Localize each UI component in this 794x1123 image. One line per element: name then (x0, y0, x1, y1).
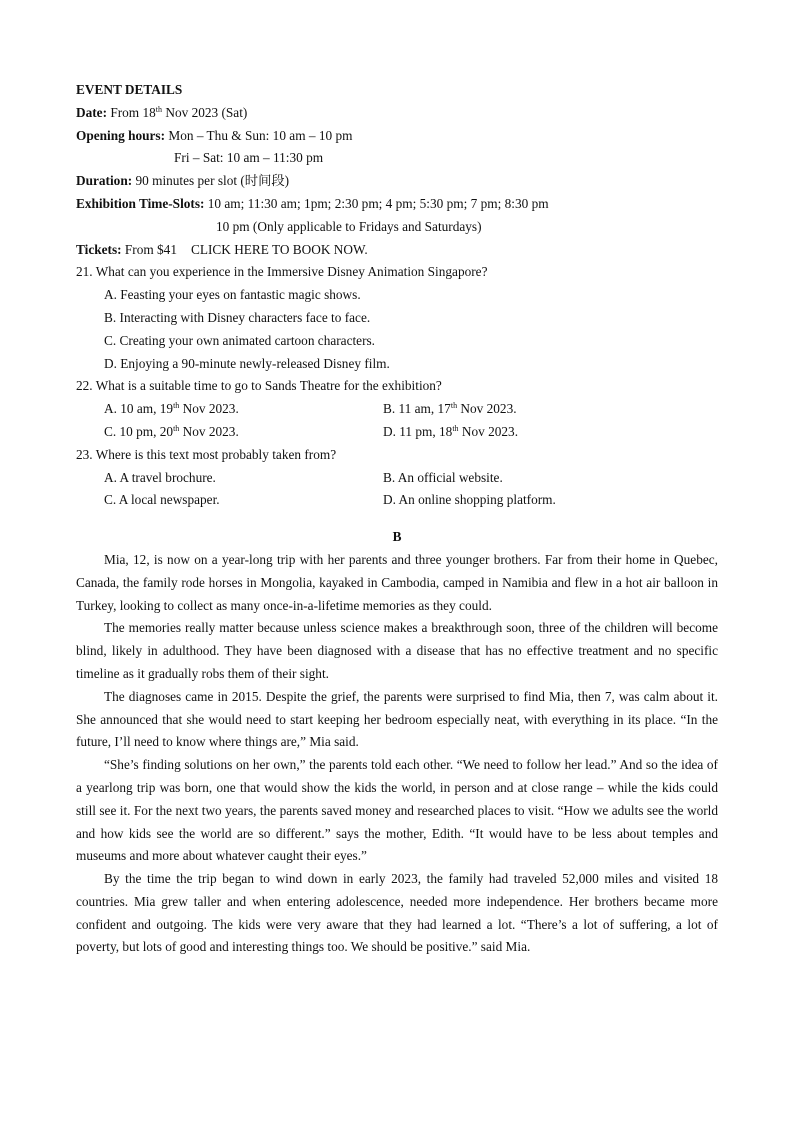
opening-hours-weekend: Fri – Sat: 10 am – 11:30 pm (174, 150, 324, 166)
date-value-sup: th (155, 104, 163, 114)
q22-c-pre: C. 10 pm, 20 (104, 423, 174, 439)
section-b-heading: B (392, 529, 402, 545)
q23-option-a: A. A travel brochure. (104, 469, 216, 485)
passage-paragraph-3: The diagnoses came in 2015. Despite the grief, the parents were surprised to find Mia, then 7, was calm about it. She announced that she would need to start keeping her bedroom especially neat, with everything in its place. “In the future, I’ll need to know where things are,” Mia said. (76, 688, 718, 750)
q22-d-pre: D. 11 pm, 18 (383, 423, 453, 439)
document-page (76, 79, 718, 959)
q23-options-row-1 (76, 467, 718, 490)
q22-d-post: Nov 2023. (458, 423, 519, 439)
q22-b-pre: B. 11 am, 17 (383, 401, 451, 417)
q21-option-c: C. Creating your own animated cartoon characters. (104, 332, 376, 348)
time-slots-extra: 10 pm (Only applicable to Fridays and Saturdays) (216, 218, 482, 234)
q23-option-d: D. An online shopping platform. (383, 492, 556, 508)
date-label: Date: (76, 104, 108, 120)
event-details-heading: EVENT DETAILS (76, 82, 183, 97)
q23-options-row-2 (76, 489, 718, 512)
duration-label: Duration: (76, 173, 133, 189)
event-date-line (76, 102, 718, 125)
date-value-pre: From 18 (107, 104, 156, 120)
duration-value: 90 minutes per slot (时间段) (132, 173, 290, 189)
time-slots-label: Exhibition Time-Slots: (76, 195, 205, 211)
question-23: 23. Where is this text most probably taken from? (76, 446, 337, 462)
passage-paragraph-5: By the time the trip began to wind down in early 2023, the family had traveled 52,000 miles and visited 18 countries. Mia grew taller and when entering adolescence, needed more independence. Her brothers became more confident and outgoing. The kids were very aware that they had learned a lot. “There’s a lot of suffering, a lot of poverty, but lots of good and interesting things too. We should be positive.” said Mia. (76, 871, 718, 955)
duration-line (76, 170, 718, 193)
q22-options-row-1 (76, 398, 718, 421)
q22-a-sup: th (173, 401, 180, 411)
q22-d-sup: th (452, 423, 459, 433)
date-value-post: Nov 2023 (Sat) (162, 104, 248, 120)
q22-a-post: Nov 2023. (179, 401, 239, 417)
time-slots-line (76, 193, 718, 216)
time-slots-value: 10 am; 11:30 am; 1pm; 2:30 pm; 4 pm; 5:30 pm; 7 pm; 8:30 pm (204, 195, 549, 211)
question-21: 21. What can you experience in the Immersive Disney Animation Singapore? (76, 264, 488, 280)
opening-hours-weekday: Mon – Thu & Sun: 10 am – 10 pm (165, 127, 353, 143)
question-22: 22. What is a suitable time to go to Sands Theatre for the exhibition? (76, 378, 442, 394)
passage-paragraph-4: “She’s finding solutions on her own,” the parents told each other. “We need to follow her lead.” And so the idea of a yearlong trip was born, one that would show the kids the world, in person and at close range – while the kids could still see it. For the next two years, the parents saved money and researched places to visit. “How we adults see the world and how kids see the world are so different.” says the mother, Edith. “It would have to be less about temples and museums and more about whatever caught their eyes.” (76, 757, 718, 864)
tickets-line (76, 239, 718, 262)
passage-paragraph-2: The memories really matter because unless science makes a breakthrough soon, three of the children will become blind, likely in adulthood. They have been diagnosed with a disease that has no effective treatment and no specific timeline as it gradually robs them of their sight. (76, 620, 718, 681)
q22-option-c (104, 421, 239, 444)
q22-option-b (383, 398, 517, 421)
q22-b-post: Nov 2023. (457, 401, 517, 417)
q22-a-pre: A. 10 am, 19 (104, 401, 174, 417)
q22-option-d (383, 421, 518, 444)
q22-option-a (104, 398, 239, 421)
opening-hours-line (76, 125, 718, 148)
q22-c-post: Nov 2023. (179, 423, 239, 439)
book-now-link[interactable]: CLICK HERE TO BOOK NOW. (190, 241, 368, 257)
tickets-label: Tickets: (76, 241, 122, 257)
opening-hours-label: Opening hours: (76, 127, 166, 143)
q22-options-row-2 (76, 421, 718, 444)
q23-option-b: B. An official website. (383, 469, 503, 485)
tickets-value: From $41 (121, 241, 177, 257)
q23-option-c: C. A local newspaper. (104, 492, 220, 508)
q21-option-b: B. Interacting with Disney characters face to face. (104, 309, 371, 325)
q21-option-d: D. Enjoying a 90-minute newly-released Disney film. (104, 355, 390, 371)
q22-c-sup: th (173, 423, 180, 433)
passage-paragraph-1: Mia, 12, is now on a year-long trip with her parents and three younger brothers. Far from their home in Quebec, Canada, the family rode horses in Mongolia, kayaked in Cambodia, camped in Namibia and flew in a hot air balloon in Turkey, looking to collect as many once-in-a-lifetime memories as they could. (76, 551, 718, 613)
q22-b-sup: th (450, 401, 458, 411)
q21-option-a: A. Feasting your eyes on fantastic magic shows. (104, 287, 361, 303)
